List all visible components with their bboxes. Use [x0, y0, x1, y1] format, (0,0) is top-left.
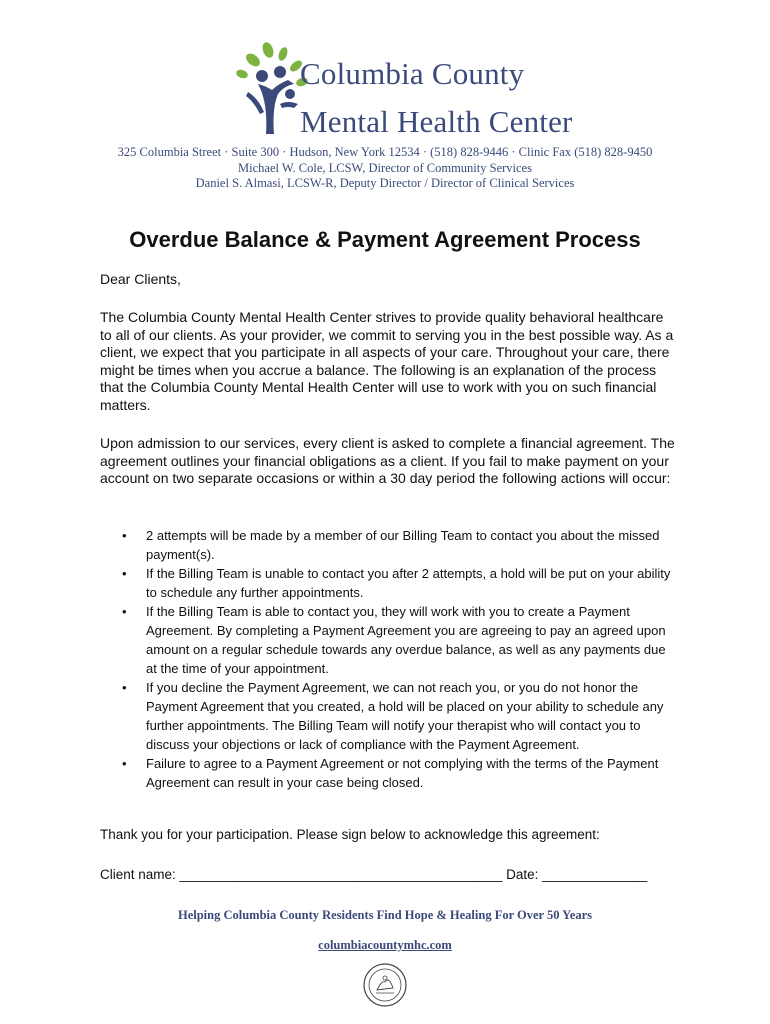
date-field[interactable]: Date: ______________	[506, 867, 648, 882]
intro-paragraph: The Columbia County Mental Health Center strives to provide quality behavioral healthcare to all of our clients. As your provider, we commit to serving you in the best possible way. As a client, we expect that you participate in all aspects of your care. Throughout your care, there might be times when you accrue a balance. The following is an explanation of the process that the Columbia County Mental Health Center will use to work with you on such financial matters.	[100, 309, 674, 413]
bullet-icon: •	[122, 604, 127, 619]
bullet-icon: •	[122, 566, 127, 581]
bullet-icon: •	[122, 756, 127, 771]
client-name-field[interactable]: Client name: ___________________________________________	[100, 867, 503, 882]
footer-tagline: Helping Columbia County Residents Find Hope & Healing For Over 50 Years	[177, 908, 593, 922]
list-item: • 2 attempts will be made by a member of our Billing Team to contact you about the missed payment(s).	[122, 528, 660, 562]
salutation: Dear Clients,	[100, 271, 181, 287]
acknowledgement-text: Thank you for your participation. Please sign below to acknowledge this agreement:	[100, 827, 600, 842]
org-name-line1: Columbia County	[300, 56, 525, 91]
bullet-icon: •	[122, 528, 127, 543]
list-item: • Failure to agree to a Payment Agreement or not complying with the terms of the Payment Agreement can result in your case being closed.	[122, 756, 659, 790]
bullet-icon: •	[122, 680, 127, 695]
org-name-line2: Mental Health Center	[300, 104, 573, 139]
contact-line: 325 Columbia Street · Suite 300 · Hudson, New York 12534 · (518) 828-9446 · Clinic Fax (518) 828-9450	[117, 145, 653, 159]
document-title: Overdue Balance & Payment Agreement Process	[129, 227, 641, 252]
agreement-paragraph: Upon admission to our services, every client is asked to complete a financial agreement. The agreement outlines your financial obligations as a client. If you fail to make payment on your account on two separate occasions or within a 30 day period the following actions will occur:	[100, 435, 675, 486]
website-link[interactable]: columbiacountymhc.com	[318, 938, 452, 952]
list-item: • If the Billing Team is unable to contact you after 2 attempts, a hold will be put on your ability to schedule any further appointments.	[122, 566, 671, 600]
signature-line	[100, 867, 647, 882]
county-seal-icon	[362, 962, 408, 1008]
deputy-director-line: Daniel S. Almasi, LCSW-R, Deputy Director / Director of Clinical Services	[195, 176, 575, 190]
list-item: • If the Billing Team is able to contact you, they will work with you to create a Payment Agreement. By completing a Payment Agreement you are agreeing to pay an agreed upon amount on a regular schedule towards any overdue balance, as well as any payments due at the time of your appointment.	[122, 604, 666, 676]
actions-list	[122, 526, 676, 792]
list-item: • If you decline the Payment Agreement, we can not reach you, or you do not honor the Payment Agreement that you created, a hold will be placed on your ability to schedule any further appointments. The Billing Team will notify your therapist who will contact you to discuss your objections or lack of compliance with the Payment Agreement.	[122, 680, 664, 752]
director-line: Michael W. Cole, LCSW, Director of Community Services	[238, 161, 532, 175]
